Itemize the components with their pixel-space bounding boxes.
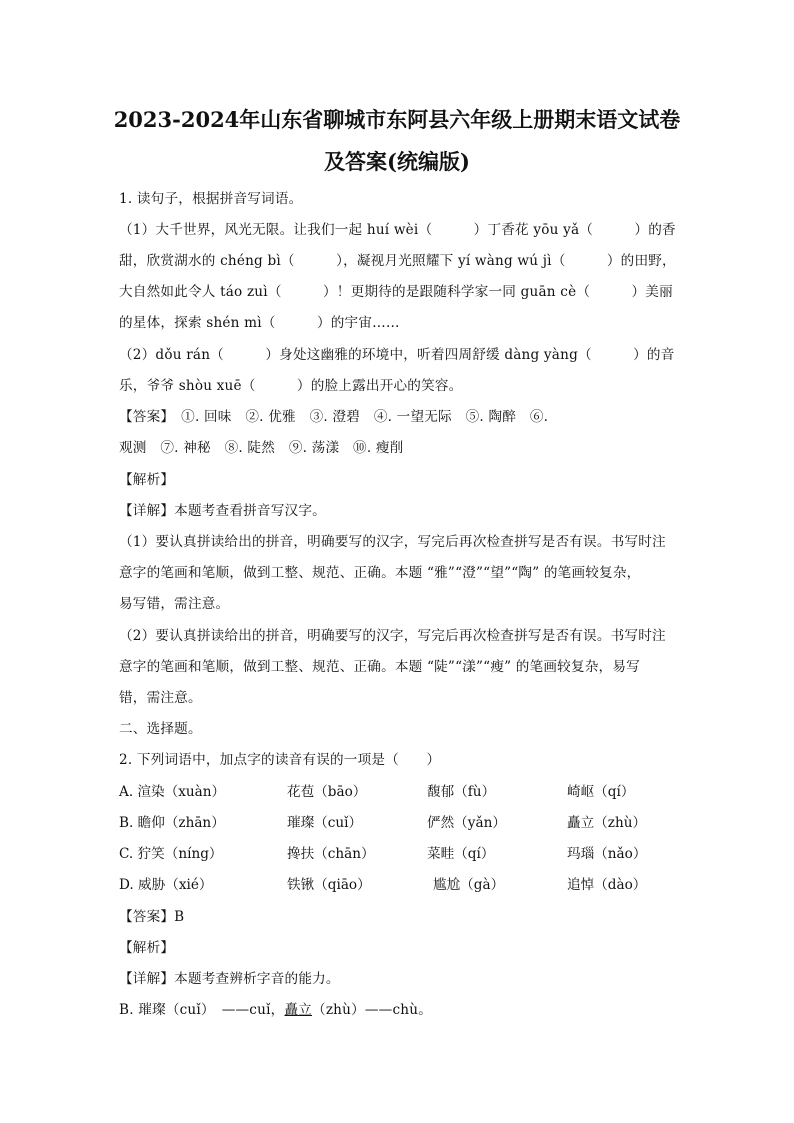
q1-p2-line1: （2）dǒu rán（ ）身处这幽雅的环境中，听着四周舒缓 dàng yàng（ ）的音	[119, 347, 675, 363]
q1-detail2-line3: 错，需注意。	[119, 690, 202, 706]
q1-detail: 【详解】本题考查看拼音写汉字。	[119, 503, 326, 519]
document-title-line1: 2023-2024年山东省聊城市东阿县六年级上册期末语文试卷	[113, 107, 681, 132]
q2-detail: 【详解】本题考查辨析字音的能力。	[119, 971, 340, 987]
q2-option-c-4: 玛瑙（nǎo）	[567, 846, 647, 862]
q1-analysis-label: 【解析】	[119, 472, 175, 488]
q1-p2-line2: 乐，爷爷 shòu xuē（ ）的脸上露出开心的笑容。	[119, 378, 463, 394]
q1-detail1-line2: 意字的笔画和笔顺，做到工整、规范、正确。本题 “雅”“澄”“望”“陶” 的笔画较复杂，	[119, 565, 641, 581]
q2-option-b-3: 俨然（yǎn）	[427, 815, 506, 831]
q2-option-b-4: 矗立（zhù）	[567, 815, 647, 831]
q2-option-b-2: 璀璨（cuǐ）	[287, 815, 363, 831]
q1-p1-line4: 的星体，探索 shén mì（ ）的宇宙……	[119, 315, 400, 331]
section2-heading: 二、选择题。	[119, 721, 202, 737]
document-title-line2: 及答案(统编版)	[324, 149, 470, 174]
q1-detail2-line1: （2）要认真拼读给出的拼音，明确要写的汉字，写完后再次检查拼写是否有误。书写时注	[119, 628, 666, 644]
q2-expl-end: （zhù）——chù。	[312, 1002, 432, 1018]
q2-expl-mid: （cuǐ） ——cuǐ，	[165, 1002, 285, 1018]
q2-option-c-3: 菜畦（qí）	[427, 846, 495, 862]
q1-answer-line2: 观测 ⑦. 神秘 ⑧. 陡然 ⑨. 荡漾 ⑩. 瘦削	[119, 440, 404, 456]
q2-explanation-b	[119, 998, 679, 1018]
q2-option-d-1: D. 威胁（xié）	[119, 877, 213, 893]
q1-stem: 1. 读句子，根据拼音写词语。	[119, 191, 303, 207]
q2-expl-word1: 璀璨	[138, 1002, 166, 1018]
q2-stem: 2. 下列词语中，加点字的读音有误的一项是（ ）	[119, 752, 441, 768]
q1-detail2-line2: 意字的笔画和笔顺，做到工整、规范、正确。本题 “陡”“漾”“瘦” 的笔画较复杂，易写	[119, 659, 640, 675]
q1-detail1-line3: 易写错，需注意。	[119, 596, 230, 612]
q2-option-d-3: 尴尬（gà）	[433, 877, 505, 893]
q2-option-c-2: 搀扶（chān）	[287, 846, 375, 862]
q2-answer: 【答案】B	[119, 909, 185, 925]
q2-option-a-1: A. 渲染（xuàn）	[119, 784, 226, 800]
q2-option-d-4: 追悼（dào）	[567, 877, 647, 893]
q2-option-a-3: 馥郁（fù）	[427, 784, 496, 800]
q2-option-b-1: B. 瞻仰（zhān）	[119, 815, 225, 831]
q2-analysis-label: 【解析】	[119, 940, 175, 956]
q2-option-a-4: 崎岖（qí）	[567, 784, 635, 800]
q2-option-d-2: 铁锹（qiāo）	[287, 877, 371, 893]
q1-detail1-line1: （1）要认真拼读给出的拼音，明确要写的汉字，写完后再次检查拼写是否有误。书写时注	[119, 534, 666, 550]
q1-p1-line2: 甜，欣赏湖水的 chéng bì（ ），凝视月光照耀下 yí wàng wú jì（ ）的田野，	[119, 253, 676, 269]
q2-option-a-2: 花苞（bāo）	[287, 784, 367, 800]
q2-option-c-1: C. 狞笑（níng）	[119, 846, 223, 862]
q1-answer-line1: 【答案】 ①. 回味 ②. 优雅 ③. 澄碧 ④. 一望无际 ⑤. 陶醉 ⑥.	[119, 409, 549, 425]
q1-p1-line1: （1）大千世界，风光无限。让我们一起 huí wèi（ ）丁香花 yōu yǎ（ ）的香	[119, 222, 676, 238]
q1-p1-line3: 大自然如此令人 táo zuì（ ）！更期待的是跟随科学家一同 guān cè（ ）美丽	[119, 284, 673, 300]
q2-expl-prefix: B.	[119, 1002, 139, 1018]
q2-expl-word2: 矗立	[284, 1002, 313, 1018]
